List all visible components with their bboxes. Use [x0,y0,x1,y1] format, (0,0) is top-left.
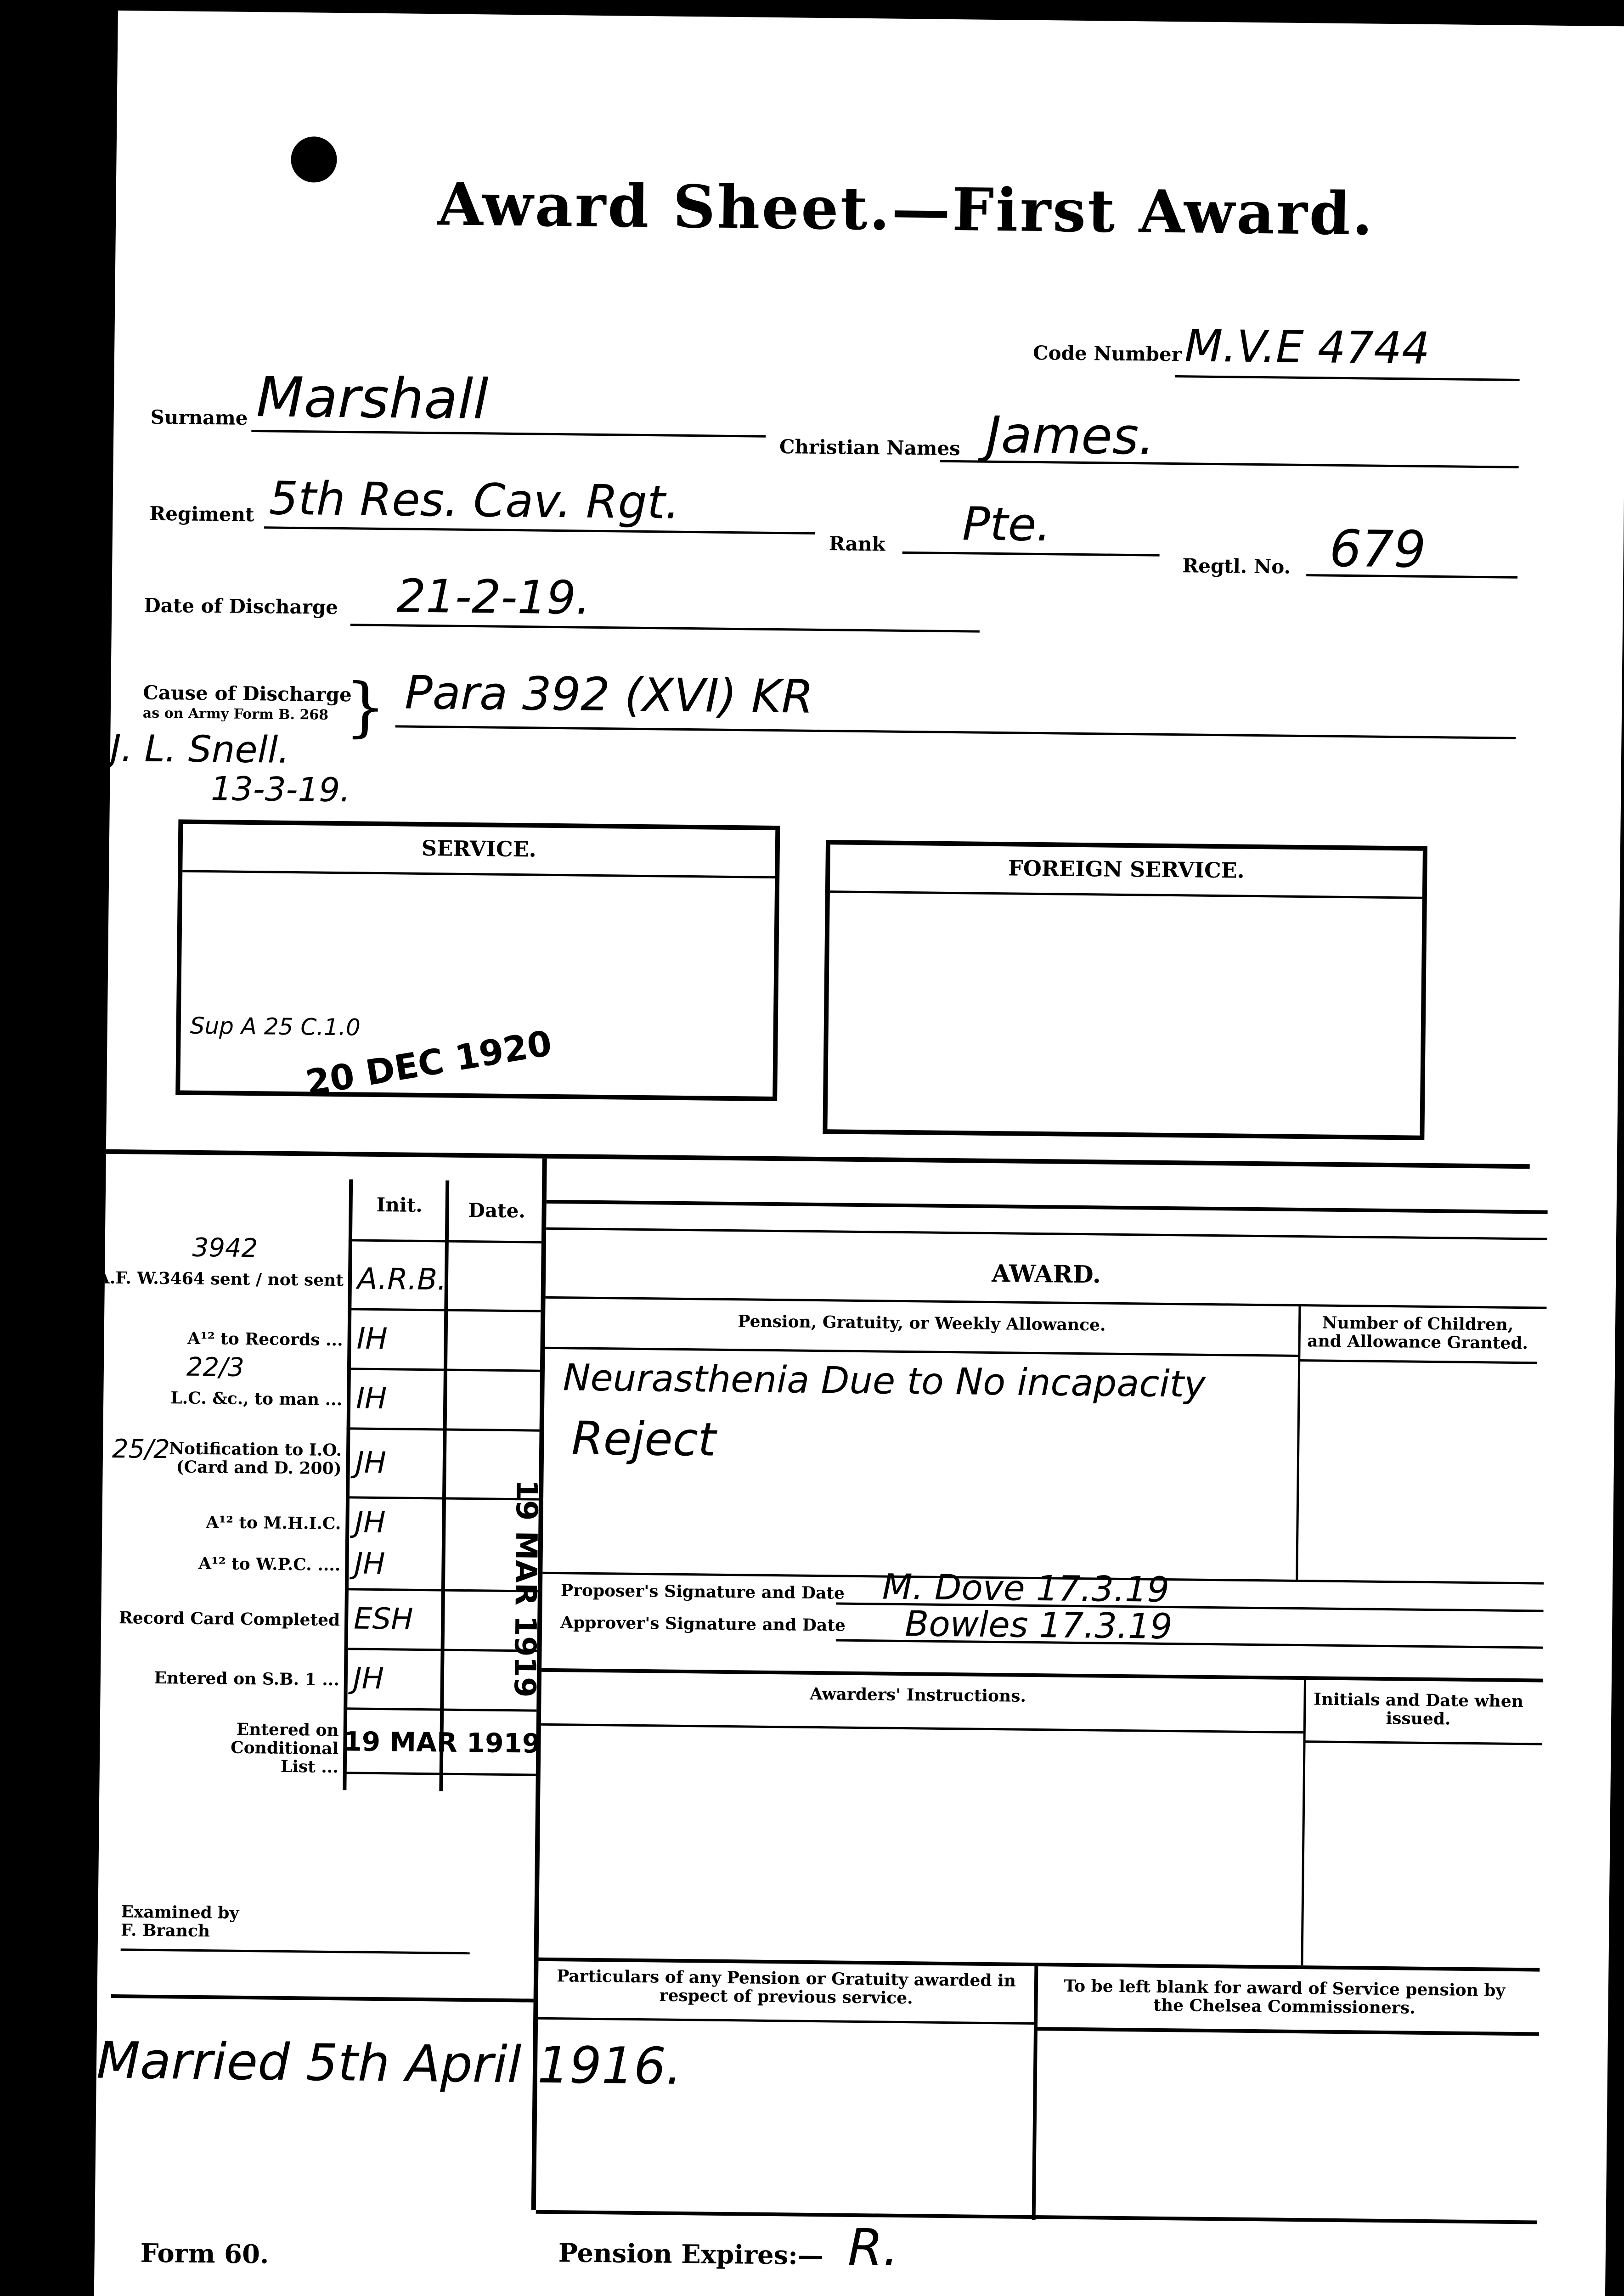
code-number-line [1175,375,1520,381]
table-row [130,1494,543,1544]
code-number-label: Code Number [1032,341,1182,366]
records-row-label: Notification to I.O. (Card and D. 200) [169,1439,342,1479]
table-row [131,1352,545,1429]
records-row-init: ESH [353,1602,413,1637]
service-date-stamp: 20 DEC 1920 [303,1022,555,1103]
service-title-rule [182,870,775,878]
section-divider [106,1149,1530,1169]
records-row-label: Entered on Conditional List ... [230,1719,339,1777]
award-line-2: Reject [571,1411,716,1467]
pension-expires-value: R. [847,2217,900,2277]
records-row-annotation: 25/2 [112,1434,170,1465]
approver-value: Bowles 17.3.19 [904,1603,1173,1647]
records-row-annotation: 22/3 [186,1352,245,1383]
records-row-init: JH [353,1661,384,1696]
instructions-col-sep [1301,1676,1306,1965]
surname-line [251,430,766,438]
initials-rule [1303,1740,1542,1745]
cause-of-discharge-label: Cause of Discharge [143,681,352,706]
records-row-init: IH [356,1322,388,1356]
surname-value: Marshall [256,366,489,432]
award-title-rule [546,1296,1547,1309]
particulars-col-sep [1032,1963,1038,2220]
examined-by-line [121,1948,470,1954]
award-children-rule [1298,1359,1537,1364]
punch-hole [291,136,337,183]
page-title: Award Sheet.—First Award. [437,170,1375,249]
records-row-label: A¹² to Records ... [187,1328,343,1350]
award-approver-rule [541,1668,1543,1683]
service-note: Sup A 25 C.1.0 [190,1012,361,1041]
records-col-date: Date. [468,1199,526,1222]
foreign-service-title-rule [830,890,1422,899]
table-row [118,1586,542,1649]
particulars-rule [538,2017,1034,2025]
award-pension-rule [545,1347,1298,1357]
pension-expires-rule [536,2210,1537,2224]
records-row-label: Record Card Completed [118,1608,340,1630]
foreign-service-title: FOREIGN SERVICE. [1008,855,1245,883]
signature-name: J. L. Snell. [110,726,290,771]
award-children-col-label: Number of Children, and Allowance Granted. [1307,1313,1528,1353]
records-row-label: Entered on S.B. 1 ... [154,1668,340,1690]
regiment-label: Regiment [149,502,254,526]
married-note: Married 5th April 1916. [96,2031,682,2096]
records-row-init: JH [354,1547,385,1581]
records-row-init: JH [355,1505,386,1540]
table-row [127,1705,541,1777]
table-row [129,1540,543,1590]
records-row-label: A¹² to W.P.C. .... [198,1553,341,1575]
service-box [175,819,780,1101]
records-row-init: JH [355,1446,387,1480]
records-row-annotation: 3942 [192,1232,258,1264]
records-col-init: Init. [376,1193,423,1216]
rank-value: Pte. [962,497,1051,552]
service-title: SERVICE. [421,835,536,862]
award-col-sep [1296,1304,1301,1580]
award-title: AWARD. [992,1259,1101,1289]
records-row-label: A.F. W.3464 sent / not sent [96,1268,344,1290]
records-date-stamp: 19 MAR 1919 [507,1480,544,1698]
awarders-instructions-label: Awarders' Instructions. [809,1684,1026,1706]
foreign-service-box [823,840,1427,1140]
table-row [128,1645,541,1709]
cause-of-discharge-value: Para 392 (XVI) KR [404,665,814,724]
examined-by-label: Examined by F. Branch [120,1902,239,1941]
rank-line [902,551,1160,557]
cause-of-discharge-line [395,725,1516,739]
rank-label: Rank [829,532,885,556]
form-label: Form 60. [140,2238,269,2270]
records-row-label: A¹² to M.H.I.C. [206,1513,341,1534]
table-row [96,1232,546,1310]
records-rows [96,1232,546,1777]
pension-expires-label: Pension Expires:— [558,2238,824,2271]
regtl-no-label: Regtl. No. [1182,554,1291,578]
records-row-init: A.R.B. [357,1262,447,1297]
date-of-discharge-value: 21-2-19. [396,569,591,625]
award-top-rule-2 [546,1227,1547,1240]
award-top-rule [547,1200,1548,1214]
award-pension-col-label: Pension, Gratuity, or Weekly Allowance. [738,1311,1106,1335]
records-row-init: IH [355,1381,387,1416]
date-of-discharge-line [350,624,980,632]
chelsea-blank-label: To be left blank for award of Service pension by the Chelsea Commissioners. [1064,1976,1506,2018]
chelsea-rule [1034,2027,1539,2036]
initials-label: Initials and Date when issued. [1313,1689,1524,1729]
regtl-no-value: 679 [1329,519,1427,579]
award-sheet [93,11,1624,2296]
cause-brace-icon: } [344,670,386,745]
christian-names-value: James. [986,405,1155,466]
code-number-value: M.V.E 4744 [1184,320,1430,374]
instructions-rule [541,1723,1303,1733]
cause-of-discharge-sublabel: as on Army Form B. 268 [142,705,329,723]
particulars-label: Particulars of any Pension or Gratuity awarded in respect of previous service. [557,1966,1016,2008]
proposer-value: M. Dove 17.3.19 [882,1566,1170,1610]
regiment-value: 5th Res. Cav. Rgt. [269,471,680,529]
table-row [112,1425,544,1498]
date-of-discharge-label: Date of Discharge [144,594,338,619]
surname-label: Surname [150,405,248,429]
left-footer-rule [111,1994,534,2003]
signature-date: 13-3-19. [210,769,351,810]
records-row-init: 19 MAR 1919 [343,1726,541,1759]
christian-names-label: Christian Names [779,435,961,460]
approver-label: Approver's Signature and Date [560,1613,846,1635]
records-row-label: L.C. &c., to man ... [170,1388,343,1410]
proposer-label: Proposer's Signature and Date [560,1581,845,1603]
award-line-1: Neurasthenia Due to No incapacity [563,1356,1206,1406]
